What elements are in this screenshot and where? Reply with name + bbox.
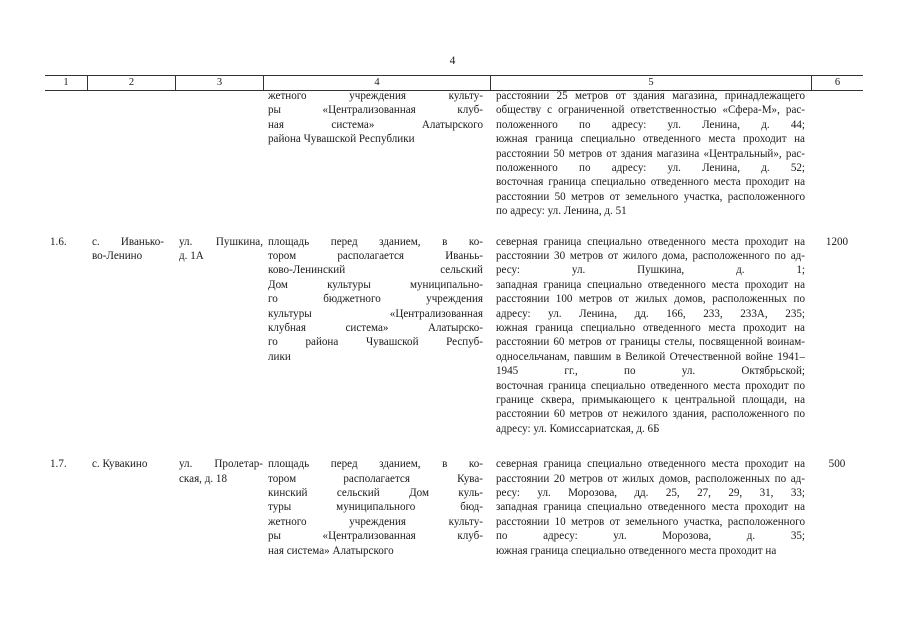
cell-line: ры «Централизованная клуб- <box>268 104 483 117</box>
cell-line: положенного по адресу: ул. Ленина, д. 44; <box>496 118 805 131</box>
cell-line: расстоянии 60 метров от границы стелы, посвященной воинам- <box>496 336 805 349</box>
row-number <box>50 89 87 103</box>
cell-line: адресу: ул. Комиссариатская, д. 6Б <box>496 422 660 435</box>
description-cell <box>268 457 483 558</box>
boundaries-cell <box>496 235 805 436</box>
cell-line: жетного учреждения культу- <box>268 515 483 528</box>
area-text: 1200 <box>825 235 849 248</box>
cell-line: с. Иванько- <box>92 235 164 248</box>
cell-line: расстоянии 60 метров от нежилого здания, расположенного по <box>496 408 805 421</box>
cell-line: с. Кувакино <box>92 458 148 471</box>
cell-line: ная система» Алатырского <box>268 118 483 131</box>
cell-line: ресу: ул. Пушкина, д. 1; <box>496 264 805 277</box>
settlement-cell <box>92 457 164 471</box>
cell-line: кинский сельский Дом куль- <box>268 486 483 499</box>
cell-line: Дом культуры муниципально- <box>268 278 483 291</box>
cell-line: границе сквера, примыкающего к центральной площади, на <box>496 393 805 406</box>
cell-line: лики <box>268 350 291 363</box>
cell-line: расстоянии 20 метров от жилых домов, расположенных по ад- <box>496 472 805 485</box>
area-cell <box>811 457 863 471</box>
address-cell <box>179 457 263 486</box>
cell-line: обществу с ограниченной ответственностью «Сфера-М», рас- <box>496 104 805 117</box>
cell-line: по адресу: ул. Ленина, д. 51 <box>496 205 627 218</box>
description-cell <box>268 235 483 365</box>
row-number <box>50 235 87 249</box>
cell-line: расстоянии 50 метров от земельного участка, расположенного <box>496 190 805 203</box>
cell-line: района Чувашской Республики <box>268 133 415 146</box>
cell-line: расстоянии 50 метров от здания магазина «Центральный», рас- <box>496 147 805 160</box>
cell-line: ул. Пушкина, <box>179 235 263 248</box>
cell-line: адресу: ул. Ленина, дд. 166, 233, 233А, 235; <box>496 307 805 320</box>
boundaries-cell <box>496 457 805 558</box>
address-cell <box>179 235 263 264</box>
cell-line: тором располагается Иваньь- <box>268 249 483 262</box>
cell-line: восточная граница специально отведенного места проходит на <box>496 176 805 189</box>
cell-line: 1945 гг., по ул. Октябрьской; <box>496 365 805 378</box>
cell-line: культуры «Централизованная <box>268 307 483 320</box>
area-cell <box>811 89 863 103</box>
cell-line: тором располагается Кува- <box>268 472 483 485</box>
area-text: 500 <box>828 458 846 471</box>
cell-line: ры «Централизованная клуб- <box>268 530 483 543</box>
header-col-2: 2 <box>87 76 175 90</box>
header-col-5: 5 <box>490 76 811 90</box>
cell-line: ская, д. 18 <box>179 472 228 485</box>
cell-line: южная граница специально отведенного места проходит на <box>496 544 777 557</box>
cell-line: западная граница специально отведенного места проходит на <box>496 501 805 514</box>
cell-line: южная граница специально отведенного места проходит на <box>496 133 805 146</box>
cell-line: во-Ленино <box>92 249 143 262</box>
cell-line: го бюджетного учреждения <box>268 293 483 306</box>
cell-line: ково-Ленинский сельский <box>268 264 483 277</box>
row-number-text <box>50 89 87 103</box>
cell-line: ул. Пролетар- <box>179 458 263 471</box>
cell-line: туры муниципального бюд- <box>268 501 483 514</box>
header-col-4: 4 <box>263 76 490 90</box>
table-row <box>45 457 863 558</box>
table-body <box>45 89 863 558</box>
cell-line: северная граница специально отведенного места проходит на <box>496 458 805 471</box>
cell-line: по адресу: ул. Морозова, д. 35; <box>496 530 805 543</box>
cell-line: д. 1А <box>179 249 204 262</box>
cell-line: западная граница специально отведенного места проходит на <box>496 278 805 291</box>
area-cell <box>811 235 863 249</box>
cell-line: го района Чувашской Респуб- <box>268 336 483 349</box>
cell-line: жетного учреждения культу- <box>268 90 483 102</box>
cell-line: расстоянии 100 метров от жилых домов, расположенных по <box>496 293 805 306</box>
cell-line: расстоянии 25 метров от здания магазина, принадлежащего <box>496 90 805 102</box>
boundaries-cell <box>496 89 805 219</box>
cell-line: расстоянии 10 метров от земельного участка, расположенного <box>496 515 805 528</box>
cell-line: площадь перед зданием, в ко- <box>268 458 483 471</box>
cell-line: односельчанам, павшим в Великой Отечественной войне 1941– <box>496 350 805 363</box>
cell-line: южная граница специально отведенного места проходит на <box>496 321 805 334</box>
row-number <box>50 457 87 471</box>
row-number-text: 1.7. <box>50 458 67 471</box>
page-number: 4 <box>449 55 456 67</box>
cell-line: площадь перед зданием, в ко- <box>268 235 483 248</box>
cell-line: северная граница специально отведенного места проходит на <box>496 235 805 248</box>
cell-line: восточная граница специально отведенного места проходит по <box>496 379 805 392</box>
header-col-1: 1 <box>63 77 69 88</box>
cell-line: ресу: ул. Морозова, дд. 25, 27, 29, 31, 33; <box>496 486 805 499</box>
cell-line: клубная система» Алатырско- <box>268 321 483 334</box>
table-row <box>45 235 863 458</box>
header-col-3: 3 <box>175 76 263 90</box>
cell-line: ная система» Алатырского <box>268 544 394 557</box>
description-cell <box>268 89 483 147</box>
header-col-6: 6 <box>811 76 863 90</box>
settlement-cell <box>92 235 164 264</box>
cell-line: расстоянии 30 метров от жилого дома, расположенного по ад- <box>496 249 805 262</box>
cell-line: положенного по адресу: ул. Ленина, д. 52; <box>496 161 805 174</box>
table-row <box>45 89 863 235</box>
area-text <box>811 89 863 103</box>
row-number-text: 1.6. <box>50 235 67 248</box>
